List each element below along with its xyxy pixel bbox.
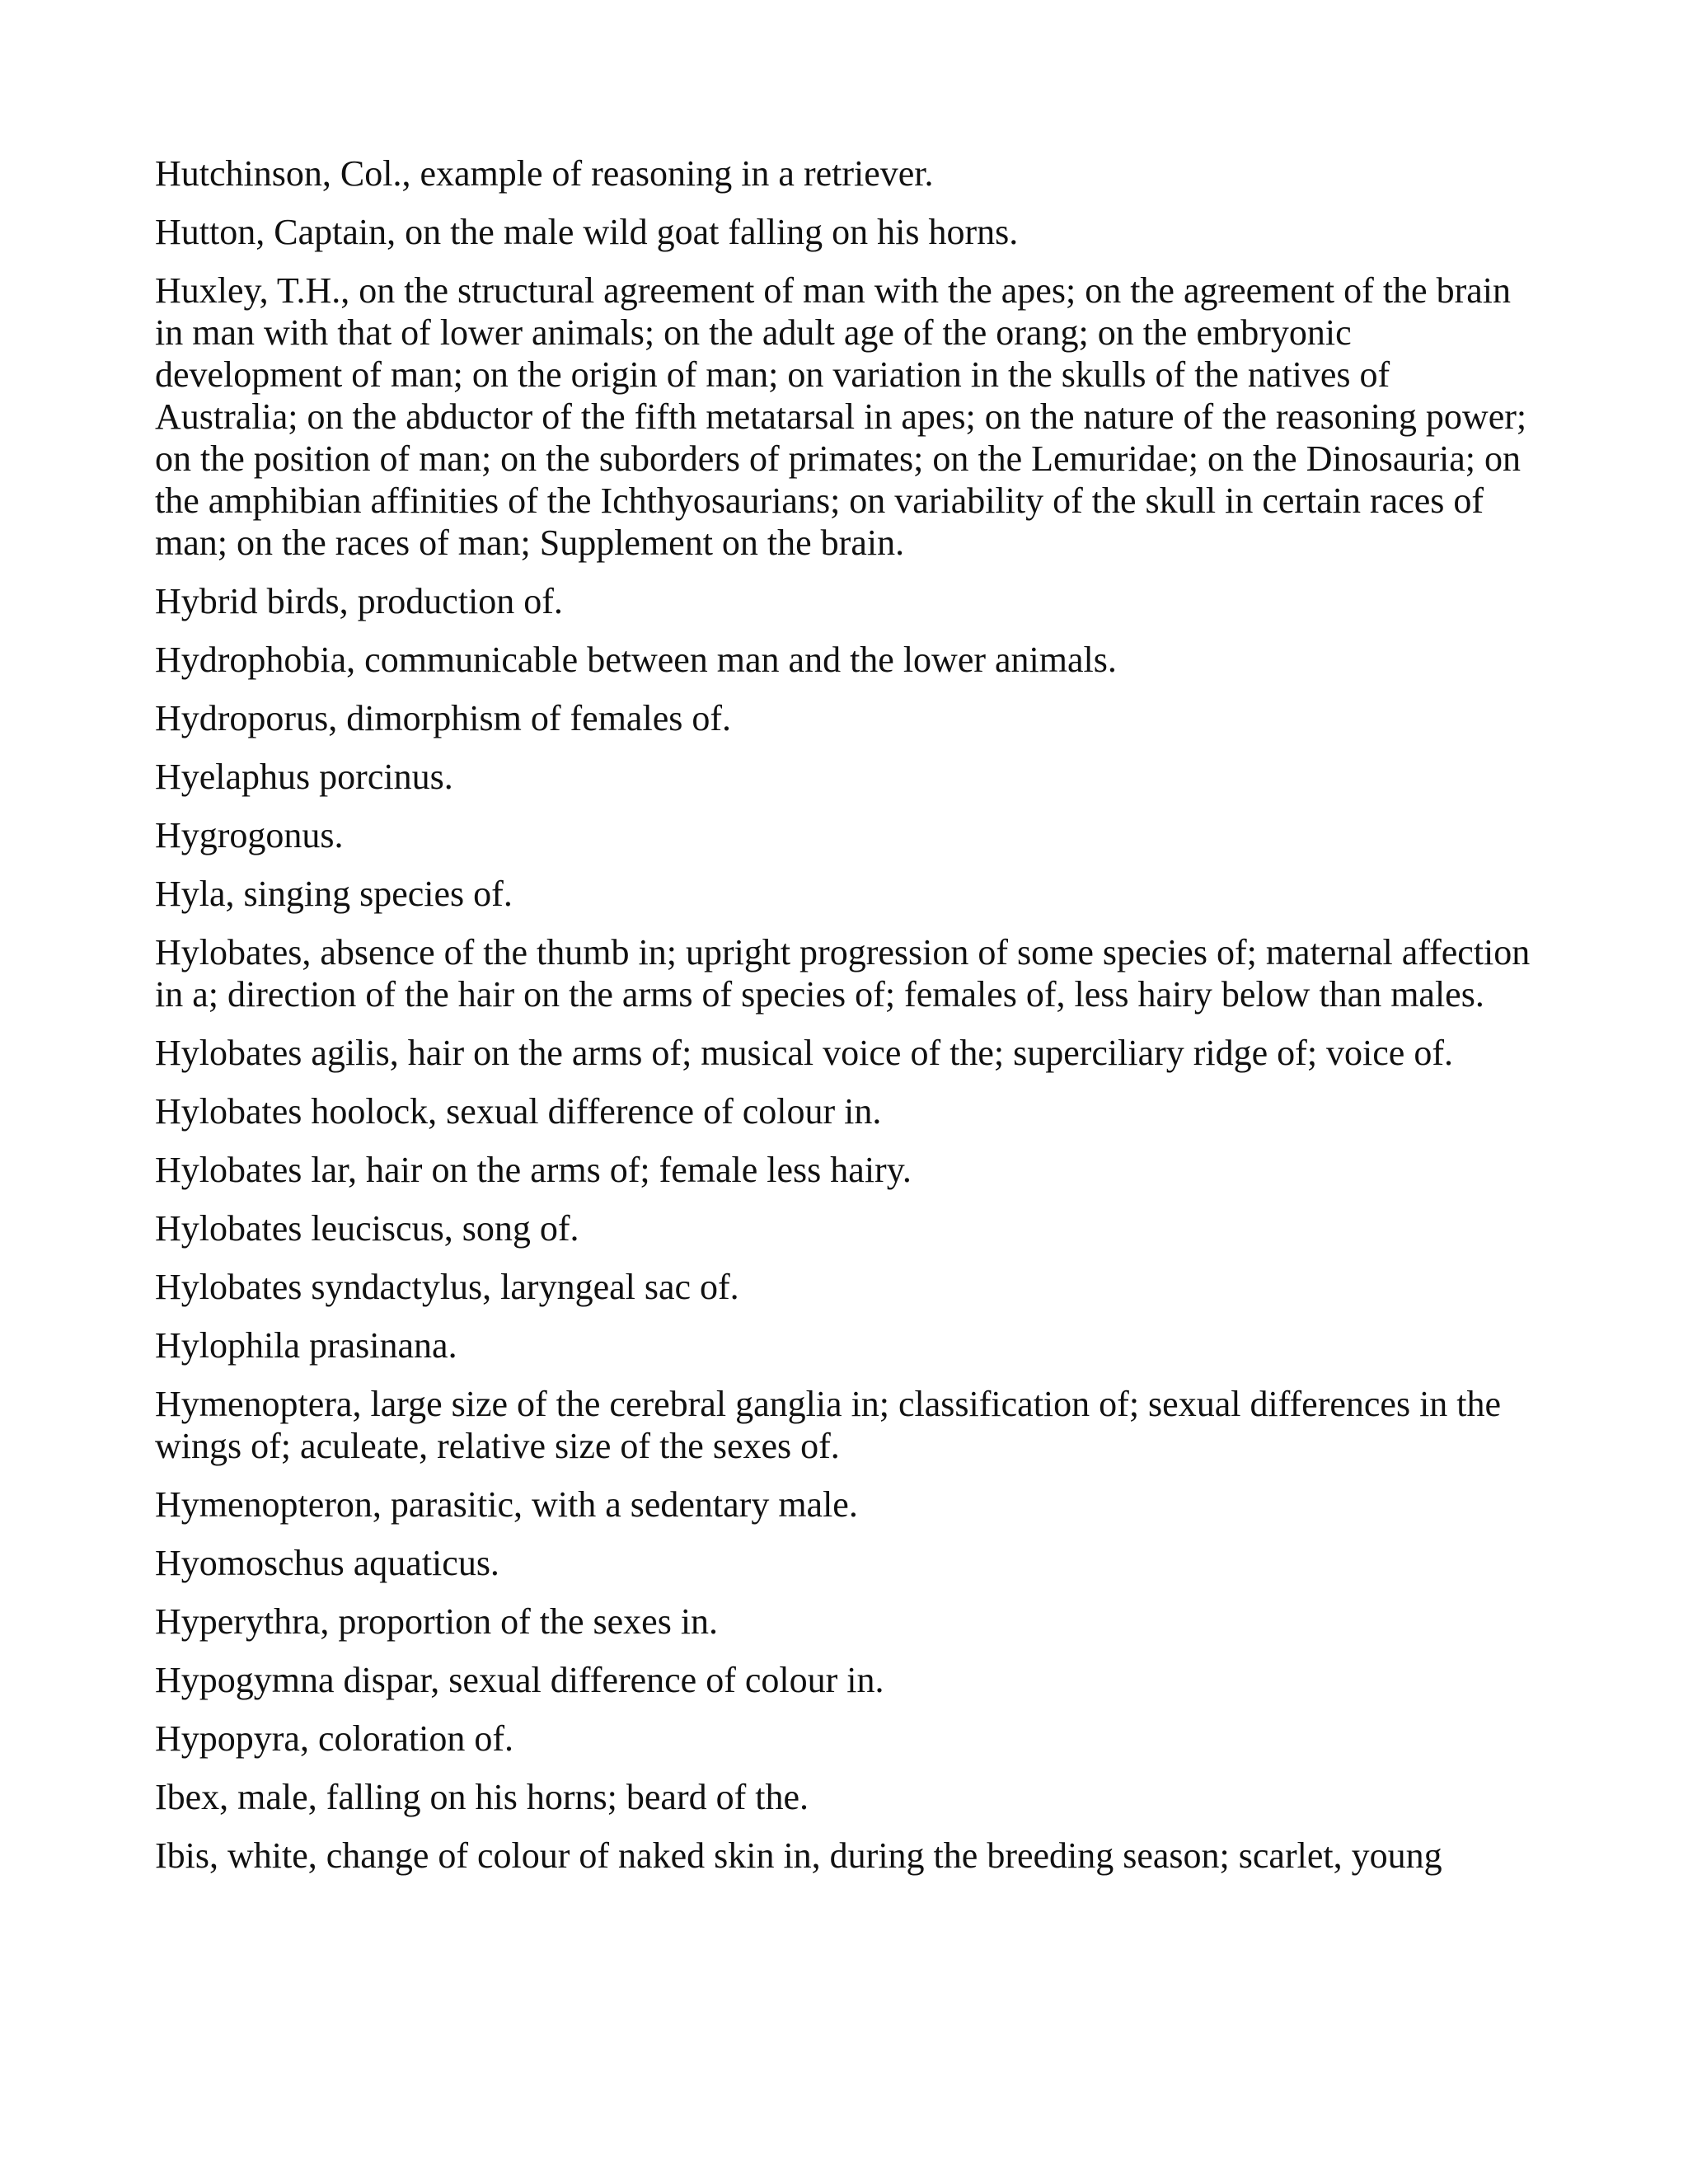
index-entry: Hydroporus, dimorphism of females of.	[155, 698, 731, 738]
index-entry: Hutchinson, Col., example of reasoning in a retriever.	[155, 153, 934, 194]
index-entry: Hyelaphus porcinus.	[155, 757, 453, 797]
index-entry: Hylobates, absence of the thumb in; upright progression of some species of; maternal affection in a; direction of the hair on the arms of species of; females of, less hairy below than males.	[155, 932, 1531, 1015]
index-entry: Hylobates syndactylus, laryngeal sac of.	[155, 1267, 739, 1307]
index-entry: Hutton, Captain, on the male wild goat falling on his horns.	[155, 212, 1019, 252]
index-entry: Hyla, singing species of.	[155, 874, 513, 914]
index-page	[155, 152, 1540, 1893]
index-entry: Hylobates agilis, hair on the arms of; musical voice of the; superciliary ridge of; voice of.	[155, 1033, 1453, 1073]
index-entry: Hybrid birds, production of.	[155, 581, 563, 621]
index-entry: Ibis, white, change of colour of naked skin in, during the breeding season; scarlet, young	[155, 1835, 1442, 1876]
index-entry: Ibex, male, falling on his horns; beard of the.	[155, 1777, 809, 1817]
index-entry: Hypopyra, coloration of.	[155, 1718, 513, 1759]
index-entry: Hyperythra, proportion of the sexes in.	[155, 1601, 719, 1642]
index-entry: Hydrophobia, communicable between man and the lower animals.	[155, 640, 1117, 680]
index-entry: Huxley, T.H., on the structural agreement of man with the apes; on the agreement of the brain in man with that of lower animals; on the adult age of the orang; on the embryonic development of man; on the origin of man; on variation in the skulls of the natives of Australia; on the abductor of the fifth metatarsal in apes; on the nature of the reasoning power; on the position of man; on the suborders of primates; on the Lemuridae; on the Dinosauria; on the amphibian affinities of the Ichthyosaurians; on variability of the skull in certain races of man; on the races of man; Supplement on the brain.	[155, 270, 1527, 563]
index-entry: Hylobates lar, hair on the arms of; female less hairy.	[155, 1150, 912, 1190]
index-entry: Hyomoschus aquaticus.	[155, 1543, 499, 1583]
index-entry: Hylophila prasinana.	[155, 1325, 457, 1366]
index-entry: Hymenopteron, parasitic, with a sedentary male.	[155, 1484, 858, 1525]
index-entry: Hypogymna dispar, sexual difference of colour in.	[155, 1660, 884, 1700]
index-entry: Hymenoptera, large size of the cerebral ganglia in; classification of; sexual differences in the wings of; aculeate, relative size of the sexes of.	[155, 1384, 1502, 1466]
index-entry: Hygrogonus.	[155, 815, 344, 855]
index-entry: Hylobates leuciscus, song of.	[155, 1208, 579, 1249]
index-entry: Hylobates hoolock, sexual difference of colour in.	[155, 1091, 882, 1132]
